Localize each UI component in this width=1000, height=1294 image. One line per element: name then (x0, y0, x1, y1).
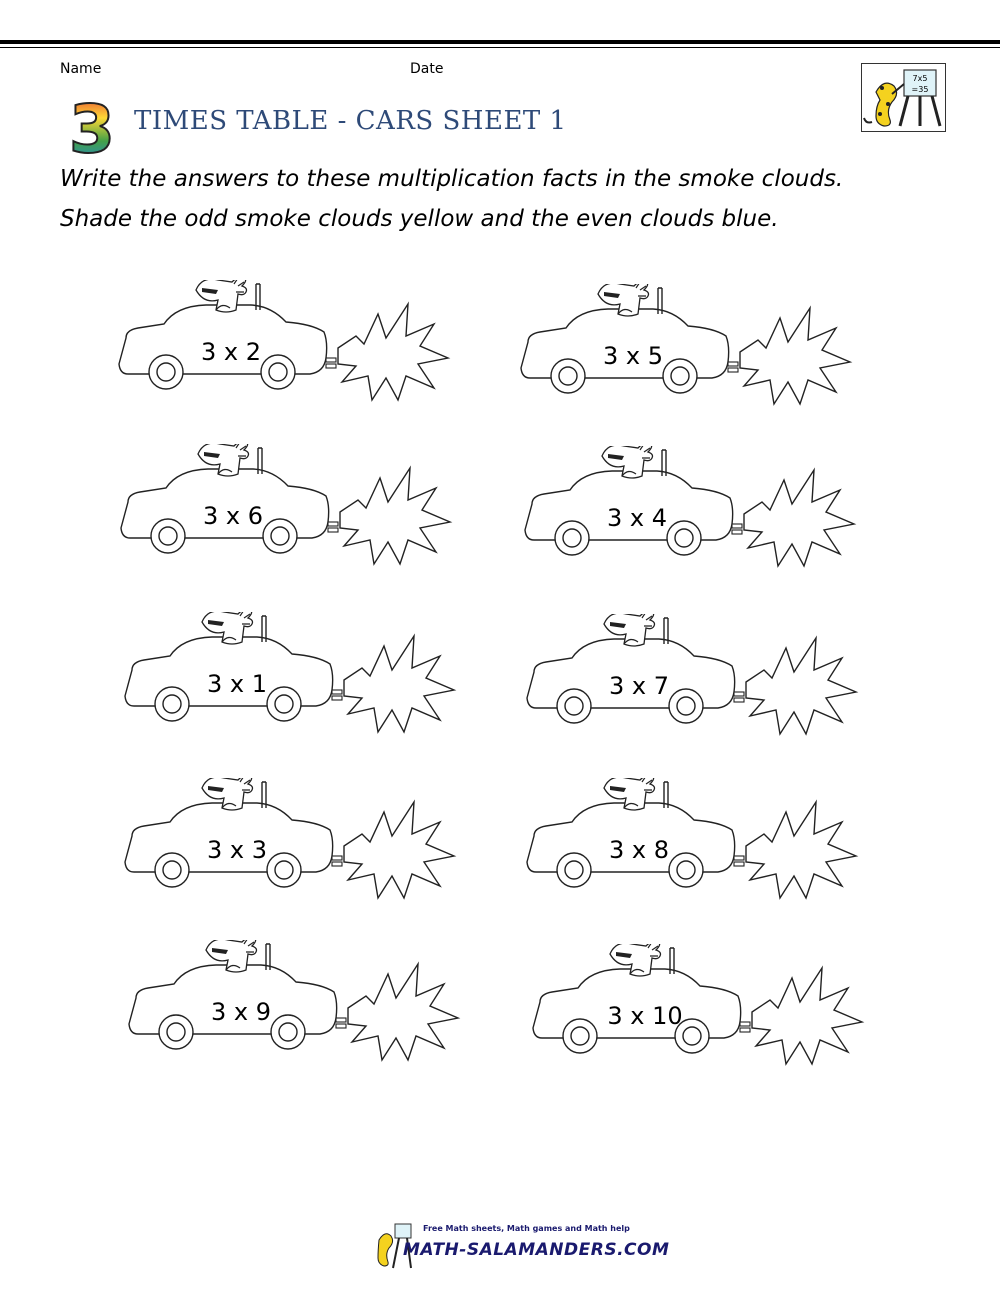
car-problem (118, 444, 478, 574)
top-rule-thin (0, 47, 1000, 48)
instruction-line-2: Shade the odd smoke clouds yellow and the even clouds blue. (60, 206, 779, 232)
footer-tagline: Free Math sheets, Math games and Math help (423, 1224, 630, 1233)
footer-site-name: MATH-SALAMANDERS.COM (403, 1240, 670, 1260)
fact-label: 3 x 1 (207, 670, 267, 698)
number-three-text: 3 (69, 96, 115, 158)
car-problem (122, 778, 482, 908)
car-with-smoke-cloud (116, 280, 476, 410)
date-label: Date (410, 61, 444, 77)
car-problem (122, 612, 482, 742)
name-label: Name (60, 61, 102, 77)
car-problem (126, 940, 486, 1070)
car-with-smoke-cloud (518, 284, 878, 414)
car-with-smoke-cloud (530, 944, 890, 1074)
car-with-smoke-cloud (118, 444, 478, 574)
fact-label: 3 x 3 (207, 836, 267, 864)
car-problem (518, 284, 878, 414)
logo-sum-top: 7x5 (912, 74, 928, 83)
fact-label: 3 x 6 (203, 502, 263, 530)
car-problem (116, 280, 476, 410)
fact-label: 3 x 5 (603, 342, 663, 370)
car-with-smoke-cloud (522, 446, 882, 576)
logo-sum-bottom: =35 (911, 85, 929, 94)
page-title: TIMES TABLE - CARS SHEET 1 (134, 106, 567, 136)
car-problem (524, 614, 884, 744)
fact-label: 3 x 8 (609, 836, 669, 864)
footer-logo (373, 1222, 670, 1272)
number-three-graphic (62, 96, 122, 158)
car-with-smoke-cloud (122, 612, 482, 742)
fact-label: 3 x 4 (607, 504, 667, 532)
car-with-smoke-cloud (524, 614, 884, 744)
fact-label: 3 x 10 (607, 1002, 683, 1030)
salamander-logo (861, 63, 946, 132)
fact-label: 3 x 9 (211, 998, 271, 1026)
fact-label: 3 x 7 (609, 672, 669, 700)
top-rule-thick (0, 40, 1000, 44)
car-problem (524, 778, 884, 908)
car-with-smoke-cloud (126, 940, 486, 1070)
car-problem (522, 446, 882, 576)
car-with-smoke-cloud (122, 778, 482, 908)
instruction-line-1: Write the answers to these multiplication facts in the smoke clouds. (60, 166, 844, 192)
car-problem (530, 944, 890, 1074)
car-with-smoke-cloud (524, 778, 884, 908)
fact-label: 3 x 2 (201, 338, 261, 366)
